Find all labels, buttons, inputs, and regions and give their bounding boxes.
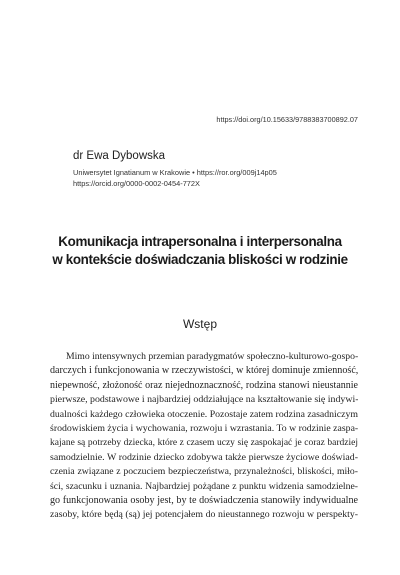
body-line: darczych i funkcjonowania w rzeczywistości, w której dominuje zmienność, [50,365,358,377]
body-line: niepewność, złożoność oraz niejednoznaczność, rodzina stanowi nieustannie [50,379,358,391]
author-affiliation-block [73,167,277,189]
body-line: samodzielnie. W rodzinie dziecko zdobywa także pierwsze życiowe doświad- [50,451,358,463]
body-line: pierwsze, podstawowe i najbardziej oddziałujące na kształtowanie się indywi- [50,394,358,406]
body-line: środowiskiem życia i wychowania, rozwoju i wzrastania. To w rodzinie zaspa- [50,423,358,435]
article-title-line-1: Komunikacja intrapersonalna i interpersonalna [58,234,342,249]
body-line: Mimo intensywnych przemian paradygmatów społeczno-kulturowo-gospo- [66,351,358,362]
body-line: dualności każdego człowieka otoczenie. Pozostaje zatem rodzina zasadniczym [50,408,358,420]
author-affiliation: Uniwersytet Ignatianum w Krakowie • https://ror.org/009j14p05 [73,168,277,177]
article-title-line-2: w kontekście doświadczania bliskości w rodzinie [52,251,348,267]
body-line: go funkcjonowania osoby jest, by te doświadczenia stanowiły indywidualne [50,495,358,507]
article-title [50,233,350,268]
author-name: dr Ewa Dybowska [73,150,166,162]
doi-link[interactable]: https://doi.org/10.15633/9788383700892.07 [216,115,358,124]
body-line: czenia związane z poczuciem bezpieczeństwa, przynależności, bliskości, miło- [50,466,358,478]
section-heading: Wstęp [182,317,217,331]
body-line: kajane są potrzeby dziecka, które z czasem uczy się zaspokajać je coraz bardziej [50,438,358,449]
body-line: zasoby, które będą (są) jej potencjałem do nieustannego rozwoju w perspekty- [50,509,358,521]
body-line: ści, szacunku i uznania. Najbardziej pożądane z punktu widzenia samodzielne- [50,480,358,492]
author-orcid-link[interactable]: https://orcid.org/0000-0002-0454-772X [73,179,200,188]
body-text [50,350,358,523]
